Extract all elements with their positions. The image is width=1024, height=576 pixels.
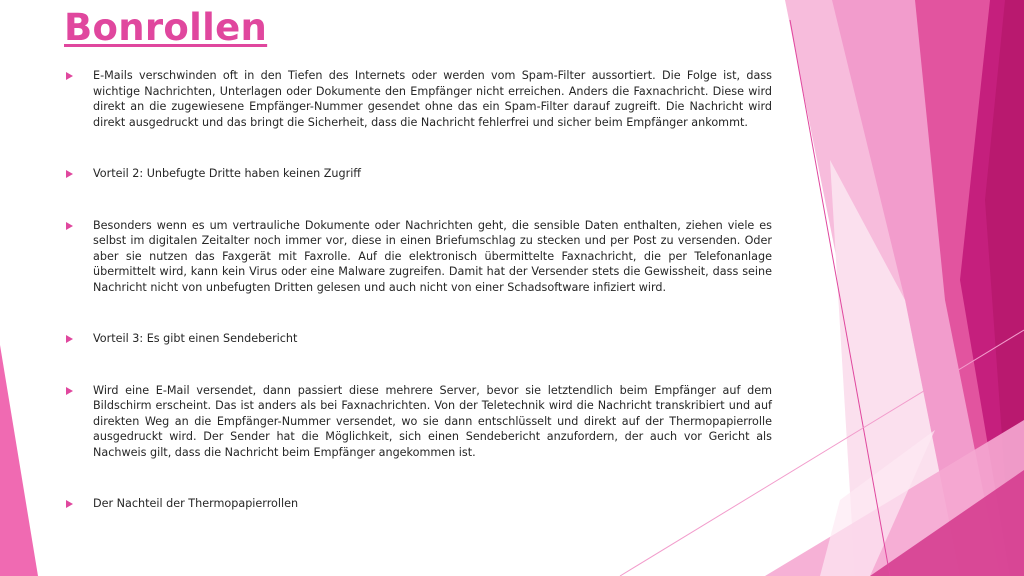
bullet-list bbox=[64, 68, 772, 512]
left-pink-shape bbox=[0, 345, 38, 576]
bullet-text: Vorteil 3: Es gibt einen Sendebericht bbox=[93, 332, 298, 345]
bullet-text: Der Nachteil der Thermopapierrollen bbox=[93, 497, 299, 510]
triangle-bullet-icon bbox=[66, 222, 73, 230]
triangle-bullet-icon bbox=[66, 72, 73, 80]
bullet-item-nachteil bbox=[64, 496, 772, 512]
bullet-item-sendebericht bbox=[64, 383, 772, 461]
triangle-bullet-icon bbox=[66, 387, 73, 395]
triangle-bullet-icon bbox=[66, 335, 73, 343]
bullet-item-vertraulich bbox=[64, 218, 772, 296]
bullet-text: E-Mails verschwinden oft in den Tiefen des Internets oder werden vom Spam-Filter aussortiert. Die Folge ist, dass wichtige Nachrichten, Unterlagen oder Dokumente den Empfänger nicht erreichen. Anders die Faxnachricht. Diese wird direkt an die zugewiesene Empfänger-Nummer gesendet ohne das ein Spam-Filter darauf zugreift. Die Nachricht wird direkt ausgedruckt und das bringt die Sicherheit, dass die Nachricht fehlerfrei und sicher beim Empfänger ankommt. bbox=[93, 69, 772, 129]
triangle-bullet-icon bbox=[66, 170, 73, 178]
bullet-item-vorteil-2 bbox=[64, 166, 772, 182]
bullet-text: Vorteil 2: Unbefugte Dritte haben keinen Zugriff bbox=[93, 167, 362, 180]
page-title: Bonrollen bbox=[64, 6, 268, 49]
bullet-item-email bbox=[64, 68, 772, 130]
bullet-text: Besonders wenn es um vertrauliche Dokumente oder Nachrichten geht, die sensible Daten enthalten, ziehen viele es selbst im digitalen Zeitalter noch immer vor, diese in einen Briefumschlag zu stecken und per Post zu versenden. Oder aber sie nutzen das Faxgerät mit Faxrolle. Auf die elektronisch übermittelte Faxnachricht, die per Telefonanlage übermittelt wird, kann kein Virus oder eine Malware zugreifen. Damit hat der Versender stets die Gewissheit, dass seine Nachricht nicht von unbefugten Dritten gelesen und auch nicht von einer Schadsoftware infiziert wird. bbox=[93, 218, 772, 294]
bullet-text: Wird eine E-Mail versendet, dann passiert diese mehrere Server, bevor sie letztendlich beim Empfänger auf dem Bildschirm erscheint. Das ist anders als bei Faxnachrichten. Von der Teletechnik wird die Nachricht transkribiert und auf direkten Weg an die Empfänger-Nummer versendet, wo sie dann entschlüsselt und direkt auf der Thermopapierrolle ausgedruckt wird. Der Sender hat die Möglichkeit, sich einen Sendebericht anzufordern, der auch vor Gericht als Nachweis gilt, dass die Nachricht beim Empfänger angekommen ist. bbox=[93, 383, 772, 459]
bullet-item-vorteil-3 bbox=[64, 331, 772, 347]
triangle-bullet-icon bbox=[66, 500, 73, 508]
